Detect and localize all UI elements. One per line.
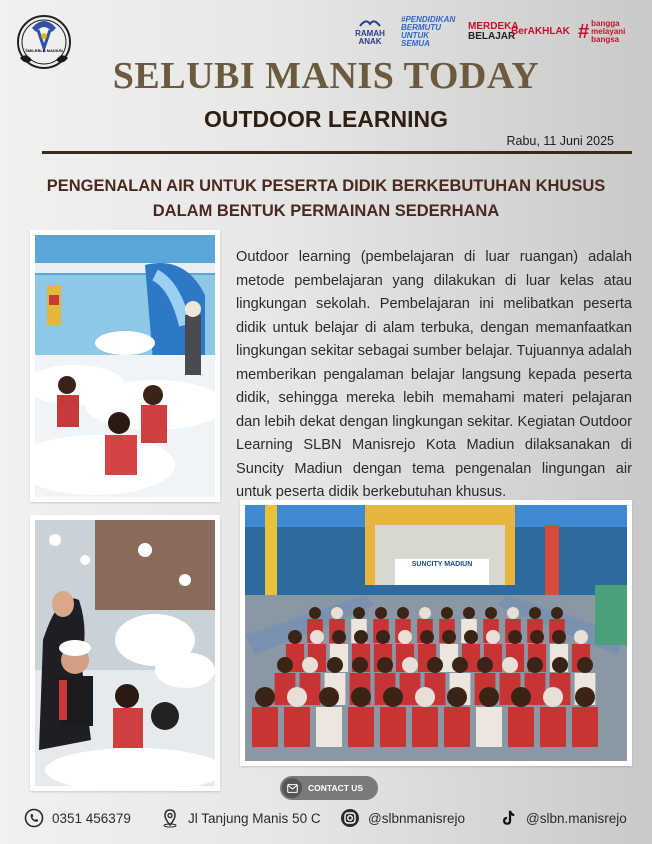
suncity-banner: SUNCITY MADIUN — [411, 561, 473, 568]
student-head — [511, 687, 531, 707]
logo-text: SMILEBLB MADIUN — [25, 48, 63, 53]
student-head — [447, 687, 467, 707]
tiktok-icon — [498, 808, 518, 828]
article-headline — [0, 174, 652, 224]
student-head — [402, 657, 418, 673]
student-head — [331, 607, 343, 619]
student-head — [575, 687, 595, 707]
merdeka-belajar-logo — [468, 21, 519, 42]
student-head — [463, 607, 475, 619]
student-head — [486, 630, 500, 644]
photo-teacher-student — [30, 515, 220, 791]
bangga-text: bangga melayani bangsa — [591, 19, 626, 44]
student-head — [477, 657, 493, 673]
student-head — [255, 687, 275, 707]
student-head — [287, 687, 307, 707]
student-head — [552, 630, 566, 644]
student-body — [284, 707, 310, 747]
student-head — [310, 630, 324, 644]
article-body: Outdoor learning (pembelajaran di luar ruangan) adalah metode pembelajaran yang dilakukan di luar kelas atau lingkungan sekolah. Pembelajaran ini melibatkan peserta didik untuk belajar di alam terbuka, dengan memanfaatkan lingkungan sekitar sebagai sumber belajar. Tujuannya adalah memberikan pengalaman belajar langsung kepada peserta didik, sehingga mereka lebih memahami materi pelajaran dan lebih dekat dengan lingkungan sekitar. Kegiatan Outdoor Learning SLBN Manisrejo Kota Madiun dilaksanakan di Suncity Madiun dengan tema pengenalan lingungan air untuk peserta didik berkebutuhan khusus. — [236, 249, 632, 500]
student-head — [442, 630, 456, 644]
page-subtitle: OUTDOOR LEARNING — [203, 106, 449, 132]
merdeka-text: MERDEKA — [468, 21, 519, 32]
page-title: SELUBI MANIS TODAY — [112, 55, 540, 97]
bangga-melayani-logo — [578, 20, 630, 44]
header-divider — [42, 151, 632, 154]
student-body — [572, 707, 598, 747]
photo-group-suncity — [240, 500, 632, 766]
group-of-students — [245, 505, 627, 761]
student-head — [452, 657, 468, 673]
student-head — [508, 630, 522, 644]
student-head — [288, 630, 302, 644]
footer-tiktok[interactable] — [498, 808, 627, 828]
student-body — [508, 707, 534, 747]
student-head — [427, 657, 443, 673]
location-pin-icon — [160, 808, 180, 828]
student-head — [415, 687, 435, 707]
student-head — [577, 657, 593, 673]
photo-foam-pool — [30, 230, 220, 502]
student-head — [527, 657, 543, 673]
ramah-anak-icon — [358, 18, 382, 28]
pendidikan-bermutu-logo: #PENDIDIKAN BERMUTU UNTUK SEMUA — [401, 15, 456, 48]
address-text: Jl Tanjung Manis 50 C — [188, 810, 321, 826]
student-body — [380, 707, 406, 747]
student-head — [441, 607, 453, 619]
student-head — [419, 607, 431, 619]
student-head — [327, 657, 343, 673]
student-head — [377, 657, 393, 673]
berakhlak-logo: BerAKHLAK — [511, 26, 570, 37]
student-head — [479, 687, 499, 707]
contact-us-button[interactable] — [280, 776, 378, 800]
student-head — [397, 607, 409, 619]
student-head — [420, 630, 434, 644]
phone-number: 0351 456379 — [52, 810, 131, 826]
footer-instagram[interactable] — [340, 808, 465, 828]
instagram-handle: @slbnmanisrejo — [368, 810, 465, 826]
student-head — [353, 607, 365, 619]
student-head — [351, 687, 371, 707]
bangga-hash: # — [578, 21, 590, 43]
student-head — [464, 630, 478, 644]
phone-icon — [24, 808, 44, 828]
belajar-text: BELAJAR — [468, 31, 516, 42]
student-body — [444, 707, 470, 747]
student-head — [485, 607, 497, 619]
student-head — [309, 607, 321, 619]
student-head — [502, 657, 518, 673]
student-head — [375, 607, 387, 619]
publish-date: Rabu, 11 Juni 2025 — [506, 134, 614, 148]
partner-logos — [348, 15, 630, 48]
student-head — [376, 630, 390, 644]
student-head — [319, 687, 339, 707]
student-body — [316, 707, 342, 747]
student-head — [543, 687, 563, 707]
student-head — [302, 657, 318, 673]
student-head — [507, 607, 519, 619]
ramah-anak-text: RAMAH ANAK — [355, 29, 385, 46]
student-head — [398, 630, 412, 644]
student-body — [252, 707, 278, 747]
instagram-icon — [340, 808, 360, 828]
ramah-anak-logo — [348, 18, 392, 46]
headline-line-1: PENGENALAN AIR UNTUK PESERTA DIDIK BERKEBUTUHAN KHUSUS — [46, 177, 606, 195]
headline-line-2: DALAM BENTUK PERMAINAN SEDERHANA — [152, 202, 500, 220]
footer-address[interactable] — [160, 808, 321, 828]
student-head — [574, 630, 588, 644]
student-head — [354, 630, 368, 644]
student-body — [348, 707, 374, 747]
student-head — [383, 687, 403, 707]
student-head — [530, 630, 544, 644]
student-body — [412, 707, 438, 747]
student-head — [529, 607, 541, 619]
footer-phone[interactable] — [24, 808, 131, 828]
mail-icon — [282, 778, 302, 798]
student-head — [552, 657, 568, 673]
student-head — [551, 607, 563, 619]
student-body — [476, 707, 502, 747]
student-body — [540, 707, 566, 747]
student-head — [352, 657, 368, 673]
contact-us-label: CONTACT US — [308, 783, 364, 793]
student-head — [332, 630, 346, 644]
tiktok-handle: @slbn.manisrejo — [526, 810, 627, 826]
student-head — [277, 657, 293, 673]
